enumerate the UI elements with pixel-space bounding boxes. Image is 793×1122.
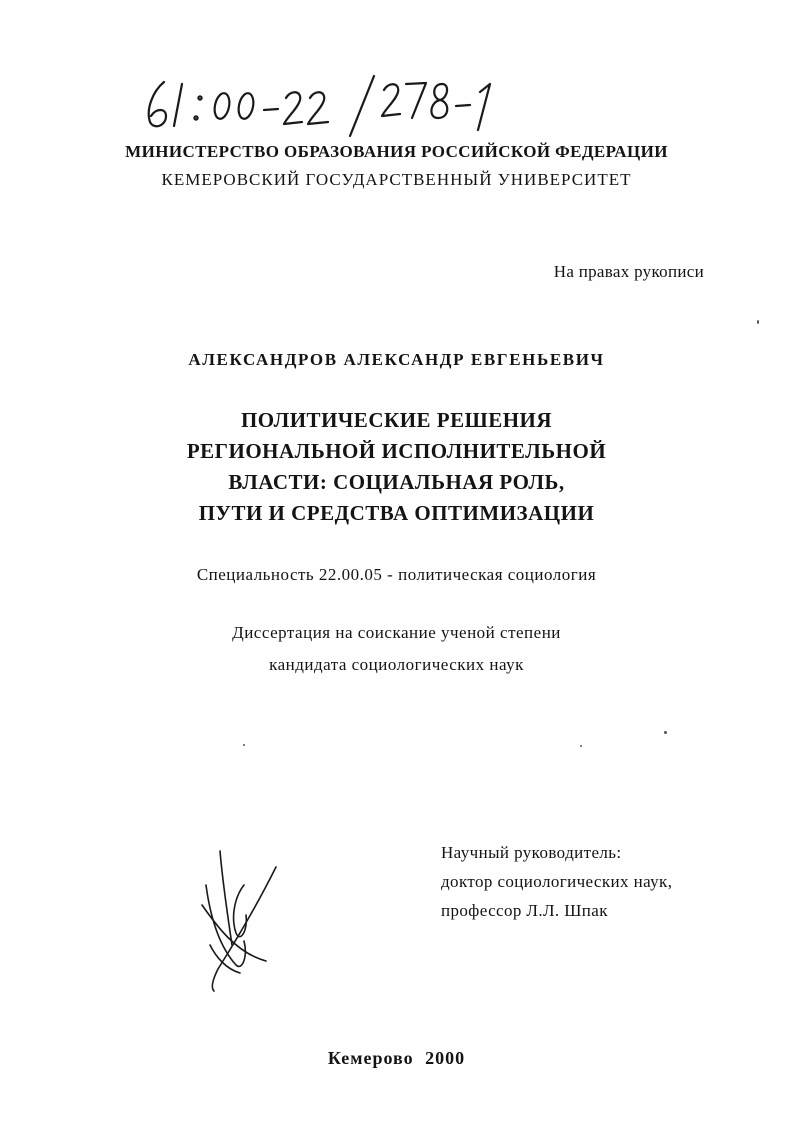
- dissertation-title: [0, 405, 793, 529]
- handwritten-catalog-number-drawing: [138, 70, 538, 140]
- scan-speck: [243, 744, 245, 746]
- dissertation-degree-line-2: кандидата социологических наук: [269, 655, 524, 674]
- specialty-line: Специальность 22.00.05 - политическая социология: [196, 565, 597, 584]
- title-line: ПУТИ И СРЕДСТВА ОПТИМИЗАЦИИ: [198, 501, 595, 525]
- supervisor-block: [441, 838, 672, 925]
- supervisor-label: Научный руководитель:: [441, 843, 622, 862]
- rights-note: На правах рукописи: [553, 262, 704, 281]
- university-heading: КЕМЕРОВСКИЙ ГОСУДАРСТВЕННЫЙ УНИВЕРСИТЕТ: [161, 170, 632, 189]
- signature-drawing: [196, 845, 286, 995]
- scan-speck: [664, 731, 667, 734]
- dissertation-degree-line-1: Диссертация на соискание ученой степени: [232, 623, 561, 642]
- title-line: РЕГИОНАЛЬНОЙ ИСПОЛНИТЕЛЬНОЙ: [186, 439, 607, 463]
- city-year: Кемерово 2000: [327, 1048, 466, 1068]
- handwritten-catalog-number: [138, 70, 538, 140]
- scan-speck: [757, 320, 759, 324]
- supervisor-name: профессор Л.Л. Шпак: [441, 901, 608, 920]
- title-line: ВЛАСТИ: СОЦИАЛЬНАЯ РОЛЬ,: [228, 470, 565, 494]
- author-name: АЛЕКСАНДРОВ АЛЕКСАНДР ЕВГЕНЬЕВИЧ: [188, 350, 605, 369]
- supervisor-degree: доктор социологических наук,: [441, 872, 673, 891]
- ministry-heading: МИНИСТЕРСТВО ОБРАЗОВАНИЯ РОССИЙСКОЙ ФЕДЕРАЦИИ: [125, 142, 668, 161]
- title-line: ПОЛИТИЧЕСКИЕ РЕШЕНИЯ: [240, 408, 553, 432]
- handwritten-signature: [196, 845, 286, 995]
- scan-speck: [580, 745, 582, 747]
